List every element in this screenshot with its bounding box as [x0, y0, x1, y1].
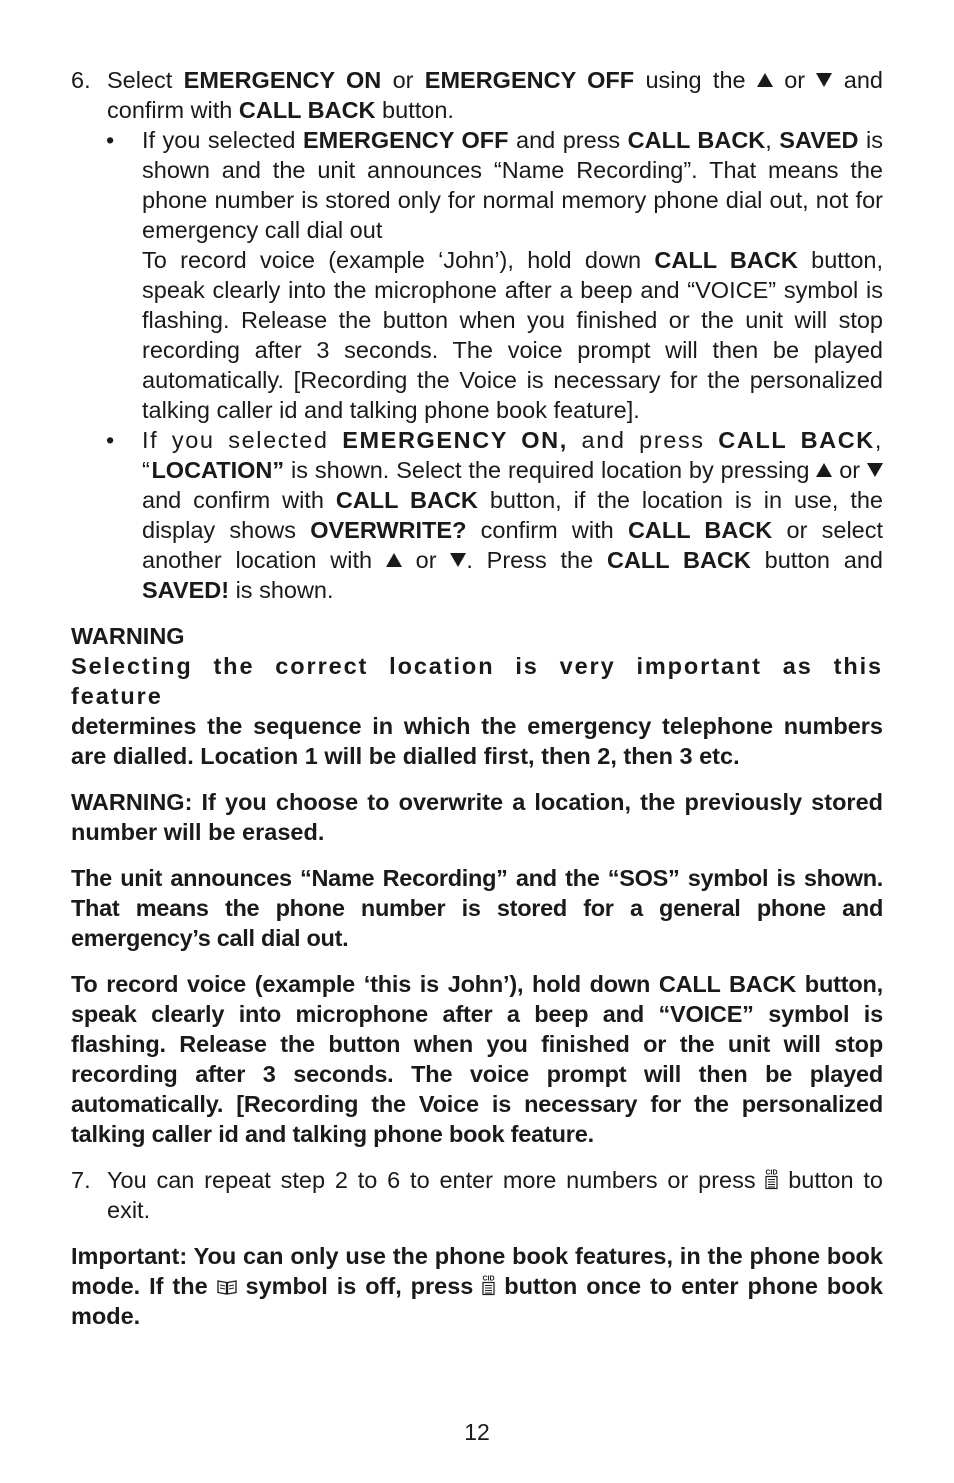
- b2-p: or: [401, 547, 451, 573]
- b1-emergency-off: EMERGENCY OFF: [302, 127, 509, 153]
- b2-m: confirm with: [466, 517, 628, 543]
- emergency-on-label: EMERGENCY ON: [183, 67, 382, 93]
- step-7-text: [107, 1165, 883, 1225]
- b1-j: button, speak clearly into the microphone after a beep and “VOICE” symbol is flashing. Release the button when you finished or the unit will stop recording after 3 seconds. The voice prompt will then be played automatically. [Recording the Voice is necessary for the personalized talking caller id and talking phone book feature].: [142, 247, 883, 423]
- warning-body-line-1: Selecting the correct location is very important as this feature: [71, 653, 883, 709]
- triangle-down-icon: [816, 73, 832, 87]
- b2-g: is shown. Select the required location by pressing: [284, 457, 817, 483]
- b1-call-back: CALL BACK: [627, 127, 766, 153]
- emergency-off-label: EMERGENCY OFF: [424, 67, 635, 93]
- b1-saved: SAVED: [779, 127, 859, 153]
- b2-location: LOCATION”: [151, 457, 285, 483]
- step-6-text: [107, 65, 883, 125]
- warning-body-rest: determines the sequence in which the emergency telephone numbers are dialled. Location 1 will be dialled first, then 2, then 3 etc.: [71, 713, 883, 769]
- b2-saved: SAVED!: [142, 577, 230, 603]
- step-6-text-e: using the: [634, 67, 757, 93]
- b2-overwrite: OVERWRITE?: [310, 517, 467, 543]
- sos-announcement: The unit announces “Name Recording” and the “SOS” symbol is shown. That means the phone number is stored for a general phone and emergency’s call dial out.: [71, 865, 883, 951]
- triangle-up-icon: [816, 463, 832, 477]
- b2-o: or select another location with: [142, 517, 884, 573]
- step-7-number: 7.: [71, 1167, 91, 1193]
- step-6-text-a: Select: [107, 67, 184, 93]
- triangle-up-icon: [386, 553, 402, 567]
- b2-s: button and: [750, 547, 883, 573]
- call-back-label: CALL BACK: [238, 97, 376, 123]
- step-6: [71, 65, 883, 125]
- b1-call-back-2: CALL BACK: [654, 247, 798, 273]
- manual-page-body: [71, 65, 883, 1331]
- step-6-text-i: button.: [375, 97, 454, 123]
- b2-call-back-2: CALL BACK: [335, 487, 478, 513]
- cid-button-icon: [765, 1168, 778, 1190]
- b2-q: . Press the: [466, 547, 607, 573]
- svg-text:CID: CID: [765, 1169, 778, 1177]
- phone-book-icon: [217, 1279, 237, 1295]
- b2-h: or: [832, 457, 867, 483]
- warning-title: WARNING: [71, 623, 185, 649]
- b1-e: ,: [765, 127, 780, 153]
- bullet-2-para: [142, 425, 883, 605]
- cid-button-icon: [482, 1274, 495, 1296]
- b2-e: , “: [142, 427, 883, 483]
- bullet-1-para-1: [142, 125, 883, 245]
- b2-c: and press: [567, 427, 719, 453]
- step-6-text-g: and confirm with: [107, 67, 883, 123]
- b2-a: If you selected: [142, 427, 343, 453]
- important-b: symbol is off, press: [236, 1273, 483, 1299]
- bullet-emergency-on: [71, 425, 883, 605]
- b1-h: To record voice (example ‘John’), hold down: [142, 247, 655, 273]
- step-7: [71, 1165, 883, 1225]
- triangle-up-icon: [757, 73, 773, 87]
- b2-i: and confirm with: [142, 487, 336, 513]
- b2-call-back-3: CALL BACK: [627, 517, 773, 543]
- page-number: 12: [464, 1419, 490, 1445]
- step-7-text-b: button to exit.: [107, 1167, 883, 1223]
- b2-emergency-on: EMERGENCY ON,: [342, 427, 568, 453]
- step-6-number: 6.: [71, 67, 91, 93]
- step-6-text-f: or: [772, 67, 817, 93]
- step-6-text-c: or: [381, 67, 425, 93]
- b2-call-back-4: CALL BACK: [606, 547, 751, 573]
- step-7-text-a: You can repeat step 2 to 6 to enter more numbers or press: [107, 1167, 766, 1193]
- bullet-dot: •: [106, 127, 115, 153]
- warning-location: [71, 621, 883, 771]
- b2-u: is shown.: [229, 577, 334, 603]
- important-a: Important: You can only use the phone book features, in the phone book mode. If the: [71, 1243, 883, 1299]
- triangle-down-icon: [450, 553, 466, 567]
- triangle-down-icon: [867, 463, 883, 477]
- record-voice-instructions: To record voice (example ‘this is John’), hold down CALL BACK button, speak clearly into microphone after a beep and “VOICE” symbol is flashing. Release the button when you finished or the unit will stop recording after 3 seconds. The voice prompt will then be played automatically. [Recording the Voice is necessary for the personalized talking caller id and talking phone book feature.: [71, 971, 883, 1147]
- b1-g: is shown and the unit announces “Name Recording”. That means the phone number is stored only for normal memory phone dial out, not for emergency call dial out: [142, 127, 884, 243]
- b1-c: and press: [508, 127, 628, 153]
- important-c: button once to enter phone book mode.: [71, 1273, 883, 1329]
- bullet-1-para-2: [142, 245, 883, 425]
- b2-k: button, if the location is in use, the display shows: [142, 487, 883, 543]
- bullet-dot: •: [106, 427, 115, 453]
- b2-call-back: CALL BACK: [718, 427, 875, 453]
- svg-text:CID: CID: [482, 1275, 495, 1283]
- bullet-emergency-off: [71, 125, 883, 425]
- warning-overwrite: WARNING: If you choose to overwrite a location, the previously stored number will be erased.: [71, 789, 883, 845]
- important-note: [71, 1241, 883, 1331]
- b1-a: If you selected: [142, 127, 303, 153]
